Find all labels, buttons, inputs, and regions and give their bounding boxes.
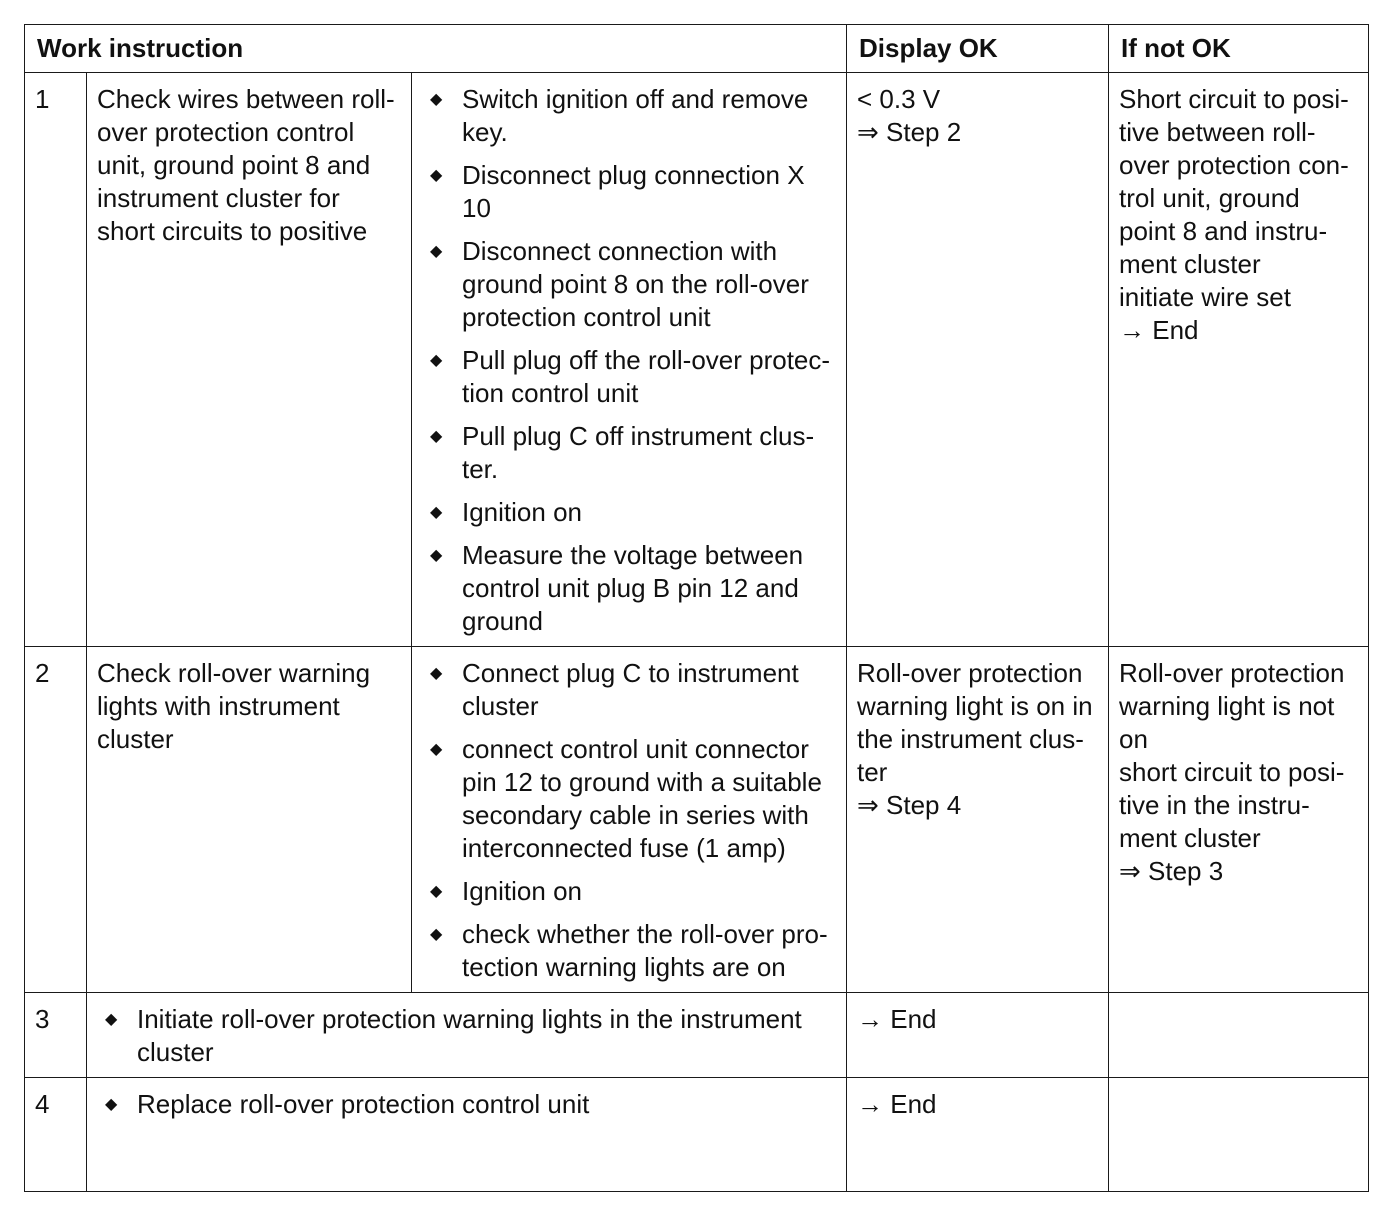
text-line: ter. <box>462 454 499 484</box>
diamond-bullet-icon: ◆ <box>430 741 443 758</box>
text-line: lights with instrument <box>97 691 340 721</box>
if-not-ok-cell <box>1109 993 1369 1078</box>
step-actions <box>87 1078 847 1192</box>
text-line: tive between roll- <box>1119 117 1316 147</box>
text-line: ground <box>462 606 543 636</box>
diamond-bullet-icon: ◆ <box>105 1011 118 1028</box>
display-ok-cell <box>847 73 1109 647</box>
text-line: on <box>1119 724 1148 754</box>
diamond-bullet-icon: ◆ <box>430 91 443 108</box>
list-item <box>422 83 836 149</box>
list-item <box>422 420 836 486</box>
list-item <box>422 733 836 865</box>
diamond-bullet-icon: ◆ <box>430 428 443 445</box>
step-number: 2 <box>25 647 87 993</box>
text-line: instrument cluster for <box>97 183 340 213</box>
action-list <box>422 83 836 638</box>
diamond-bullet-icon: ◆ <box>430 665 443 682</box>
step-number: 4 <box>25 1078 87 1192</box>
list-item <box>422 159 836 225</box>
text-line: pin 12 to ground with a suitable <box>462 767 822 797</box>
text-line: < 0.3 V <box>857 84 941 114</box>
header-work-instruction: Work instruction <box>25 25 847 73</box>
list-item <box>422 918 836 984</box>
step-number: 1 <box>25 73 87 647</box>
text-line: check whether the roll-over pro- <box>462 919 828 949</box>
text-line: ⇒ Step 2 <box>857 117 962 147</box>
text-line: connect control unit connector <box>462 734 809 764</box>
diamond-bullet-icon: ◆ <box>430 243 443 260</box>
text-line: tion control unit <box>462 378 639 408</box>
text-line: Pull plug off the roll-over protec- <box>462 345 831 375</box>
text-line: Pull plug C off instrument clus- <box>462 421 815 451</box>
text-line: ground point 8 on the roll-over <box>462 269 809 299</box>
list-item <box>422 875 836 908</box>
text-line: over protection control <box>97 117 355 147</box>
text-line: initiate wire set <box>1119 282 1291 312</box>
text-line: Ignition on <box>462 497 582 527</box>
text-line: cluster <box>97 724 174 754</box>
text-line: tection warning lights are on <box>462 952 786 982</box>
text-line: key. <box>462 117 508 147</box>
text-line: Initiate roll-over protection warning lights in the instrument <box>137 1004 802 1034</box>
list-item <box>422 657 836 723</box>
list-item <box>422 235 836 334</box>
if-not-ok-cell <box>1109 73 1369 647</box>
text-line: Roll-over protection <box>857 658 1083 688</box>
text-line: trol unit, ground <box>1119 183 1300 213</box>
text-line: interconnected fuse (1 amp) <box>462 833 786 863</box>
text-line: short circuits to positive <box>97 216 368 246</box>
text-line: → End <box>857 1004 937 1034</box>
step-number: 3 <box>25 993 87 1078</box>
text-line: Replace roll-over protection control unit <box>137 1089 590 1119</box>
text-line: tive in the instru- <box>1119 790 1310 820</box>
action-list <box>422 657 836 984</box>
diamond-bullet-icon: ◆ <box>430 504 443 521</box>
diamond-bullet-icon: ◆ <box>430 883 443 900</box>
text-line: → End <box>1119 315 1199 345</box>
list-item <box>422 539 836 638</box>
text-line: Measure the voltage between <box>462 540 804 570</box>
display-ok-cell <box>847 647 1109 993</box>
text-line: Check wires between roll- <box>97 84 395 114</box>
text-line: Disconnect plug connection X <box>462 160 805 190</box>
diamond-bullet-icon: ◆ <box>430 547 443 564</box>
work-instruction-table <box>24 24 1369 1192</box>
text-line: → End <box>857 1089 937 1119</box>
if-not-ok-cell <box>1109 647 1369 993</box>
step-actions <box>412 647 847 993</box>
diamond-bullet-icon: ◆ <box>430 926 443 943</box>
text-line: Switch ignition off and remove <box>462 84 809 114</box>
text-line: ⇒ Step 4 <box>857 790 962 820</box>
text-line: protection control unit <box>462 302 711 332</box>
table-row <box>25 993 1369 1078</box>
text-line: ⇒ Step 3 <box>1119 856 1224 886</box>
text-line: Disconnect connection with <box>462 236 778 266</box>
action-list <box>97 1003 836 1069</box>
text-line: cluster <box>137 1037 214 1067</box>
list-item <box>422 344 836 410</box>
text-line: Roll-over protection <box>1119 658 1345 688</box>
step-actions <box>87 993 847 1078</box>
action-list <box>97 1088 836 1121</box>
text-line: unit, ground point 8 and <box>97 150 371 180</box>
display-ok-cell <box>847 993 1109 1078</box>
text-line: over protection con- <box>1119 150 1349 180</box>
text-line: warning light is on in <box>857 691 1093 721</box>
header-row <box>25 25 1369 73</box>
text-line: ment cluster <box>1119 249 1261 279</box>
step-description <box>87 73 412 647</box>
if-not-ok-cell <box>1109 1078 1369 1192</box>
list-item <box>97 1003 836 1069</box>
text-line: the instrument clus- <box>857 724 1084 754</box>
table-row <box>25 1078 1369 1192</box>
text-line: Connect plug C to instrument <box>462 658 799 688</box>
diamond-bullet-icon: ◆ <box>430 167 443 184</box>
text-line: point 8 and instru- <box>1119 216 1328 246</box>
text-line: ter <box>857 757 888 787</box>
list-item <box>422 496 836 529</box>
list-item <box>97 1088 836 1121</box>
text-line: Ignition on <box>462 876 582 906</box>
display-ok-cell <box>847 1078 1109 1192</box>
text-line: warning light is not <box>1119 691 1335 721</box>
text-line: control unit plug B pin 12 and <box>462 573 799 603</box>
table-row <box>25 73 1369 647</box>
text-line: secondary cable in series with <box>462 800 809 830</box>
text-line: Short circuit to posi- <box>1119 84 1349 114</box>
header-display-ok: Display OK <box>847 25 1109 73</box>
header-if-not-ok: If not OK <box>1109 25 1369 73</box>
diamond-bullet-icon: ◆ <box>105 1096 118 1113</box>
text-line: cluster <box>462 691 539 721</box>
step-description <box>87 647 412 993</box>
text-line: ment cluster <box>1119 823 1261 853</box>
step-actions <box>412 73 847 647</box>
table-row <box>25 647 1369 993</box>
diamond-bullet-icon: ◆ <box>430 352 443 369</box>
text-line: Check roll-over warning <box>97 658 371 688</box>
text-line: short circuit to posi- <box>1119 757 1345 787</box>
text-line: 10 <box>462 193 491 223</box>
